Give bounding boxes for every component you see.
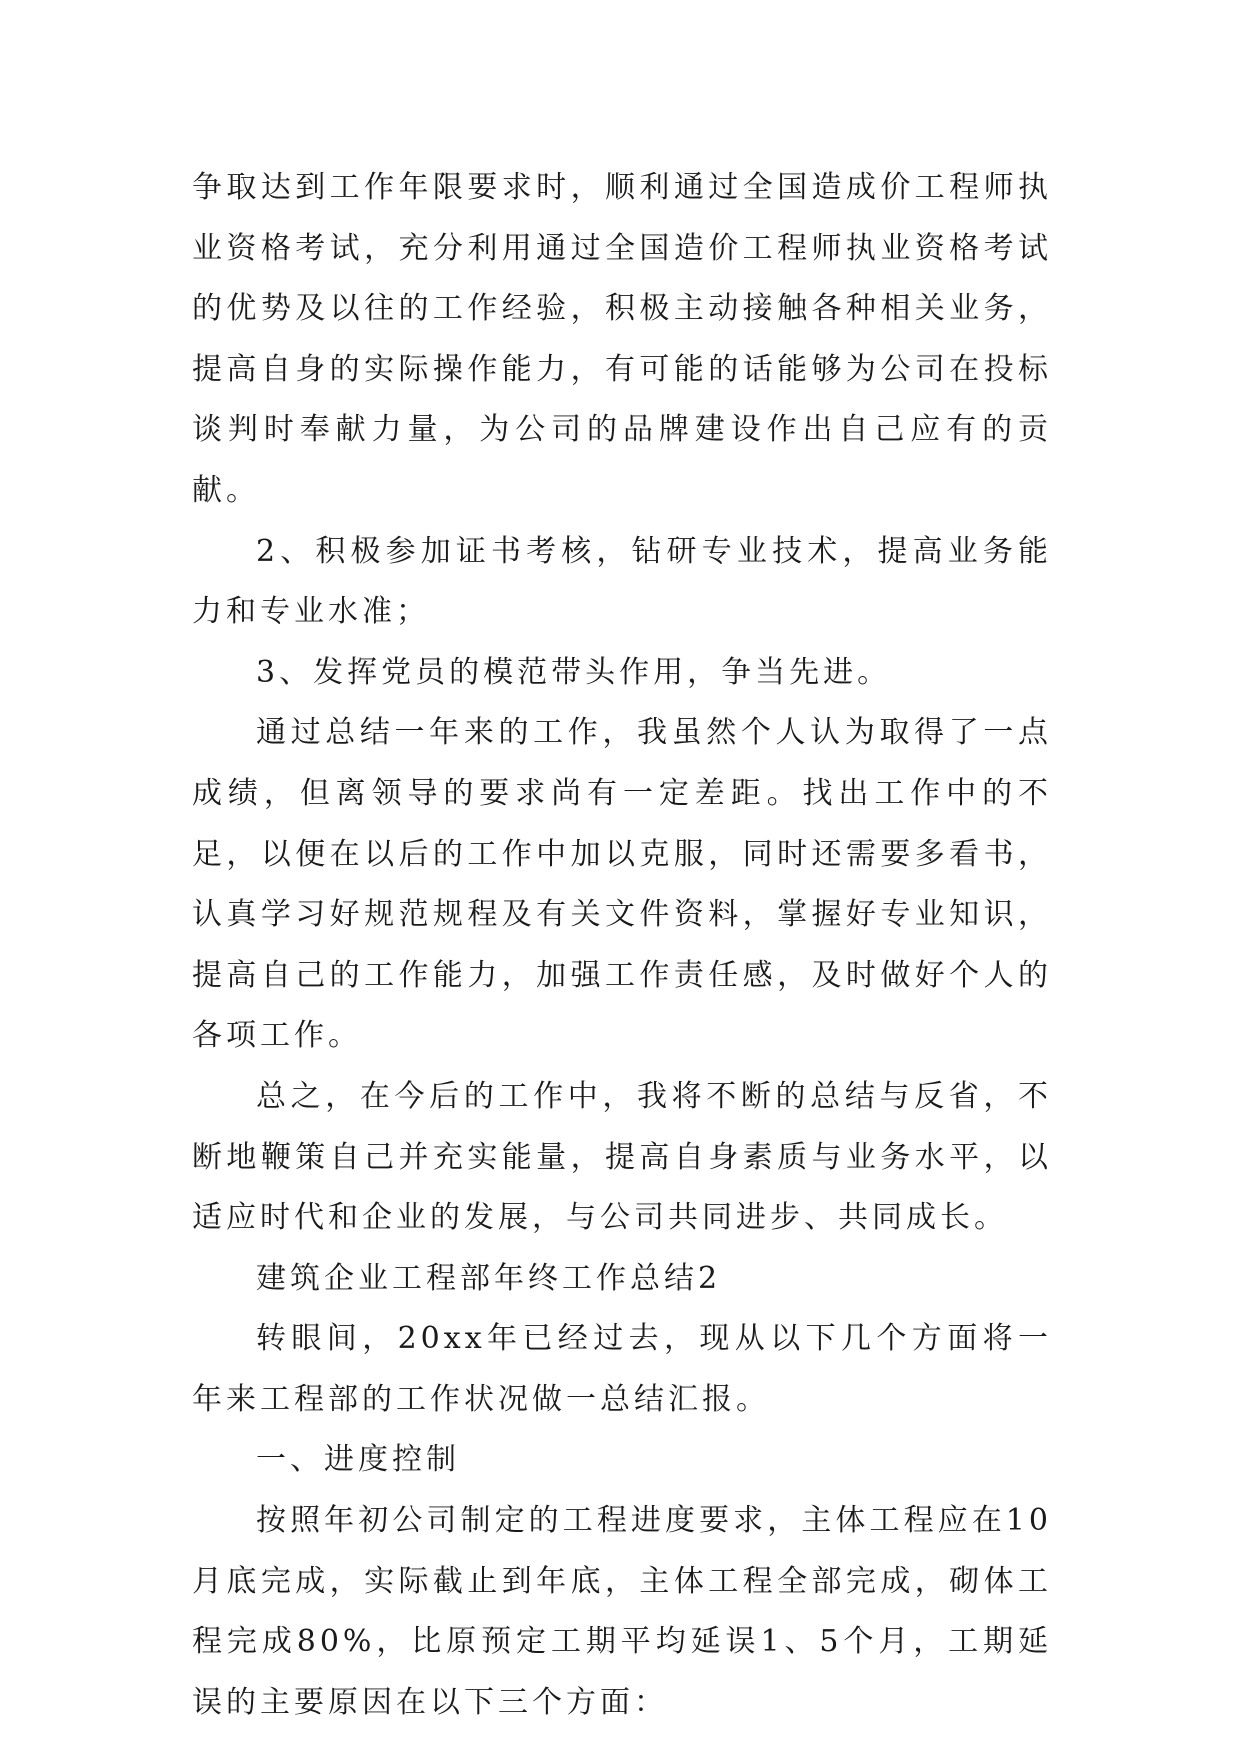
paragraph-item-3: 3、发挥党员的模范带头作用，争当先进。 bbox=[256, 654, 892, 690]
heading-progress-control: 一、进度控制 bbox=[256, 1442, 460, 1478]
paragraph-continuation: 争取达到工作年限要求时，顺利通过全国造成价工程师执业资格考试，充分利用通过全国造价工程师执业资格考试的优势及以往的工作经验，积极主动接触各种相关业务，提高自身的实际操作能力，有可能的话能够为公司在投标谈判时奉献力量，为公司的品牌建设作出自己应有的贡献。 bbox=[192, 170, 1052, 508]
document-body bbox=[192, 158, 1052, 1733]
paragraph-progress: 按照年初公司制定的工程进度要求，主体工程应在10月底完成，实际截止到年底，主体工程全部完成，砌体工程完成80%，比原预定工期平均延误1、5个月，工期延误的主要原因在以下三个方面： bbox=[192, 1503, 1052, 1720]
paragraph-conclusion: 总之，在今后的工作中，我将不断的总结与反省，不断地鞭策自己并充实能量，提高自身素质与业务水平，以适应时代和企业的发展，与公司共同进步、共同成长。 bbox=[192, 1078, 1052, 1236]
paragraph-summary: 通过总结一年来的工作，我虽然个人认为取得了一点成绩，但离领导的要求尚有一定差距。找出工作中的不足，以便在以后的工作中加以克服，同时还需要多看书，认真学习好规范规程及有关文件资料，掌握好专业知识，提高自己的工作能力，加强工作责任感，及时做好个人的各项工作。 bbox=[192, 715, 1052, 1054]
paragraph-intro: 转眼间，20xx年已经过去，现从以下几个方面将一年来工程部的工作状况做一总结汇报。 bbox=[192, 1321, 1052, 1417]
paragraph-item-2: 2、积极参加证书考核，钻研专业技术，提高业务能力和专业水准； bbox=[192, 533, 1052, 630]
section-title: 建筑企业工程部年终工作总结2 bbox=[256, 1260, 722, 1296]
